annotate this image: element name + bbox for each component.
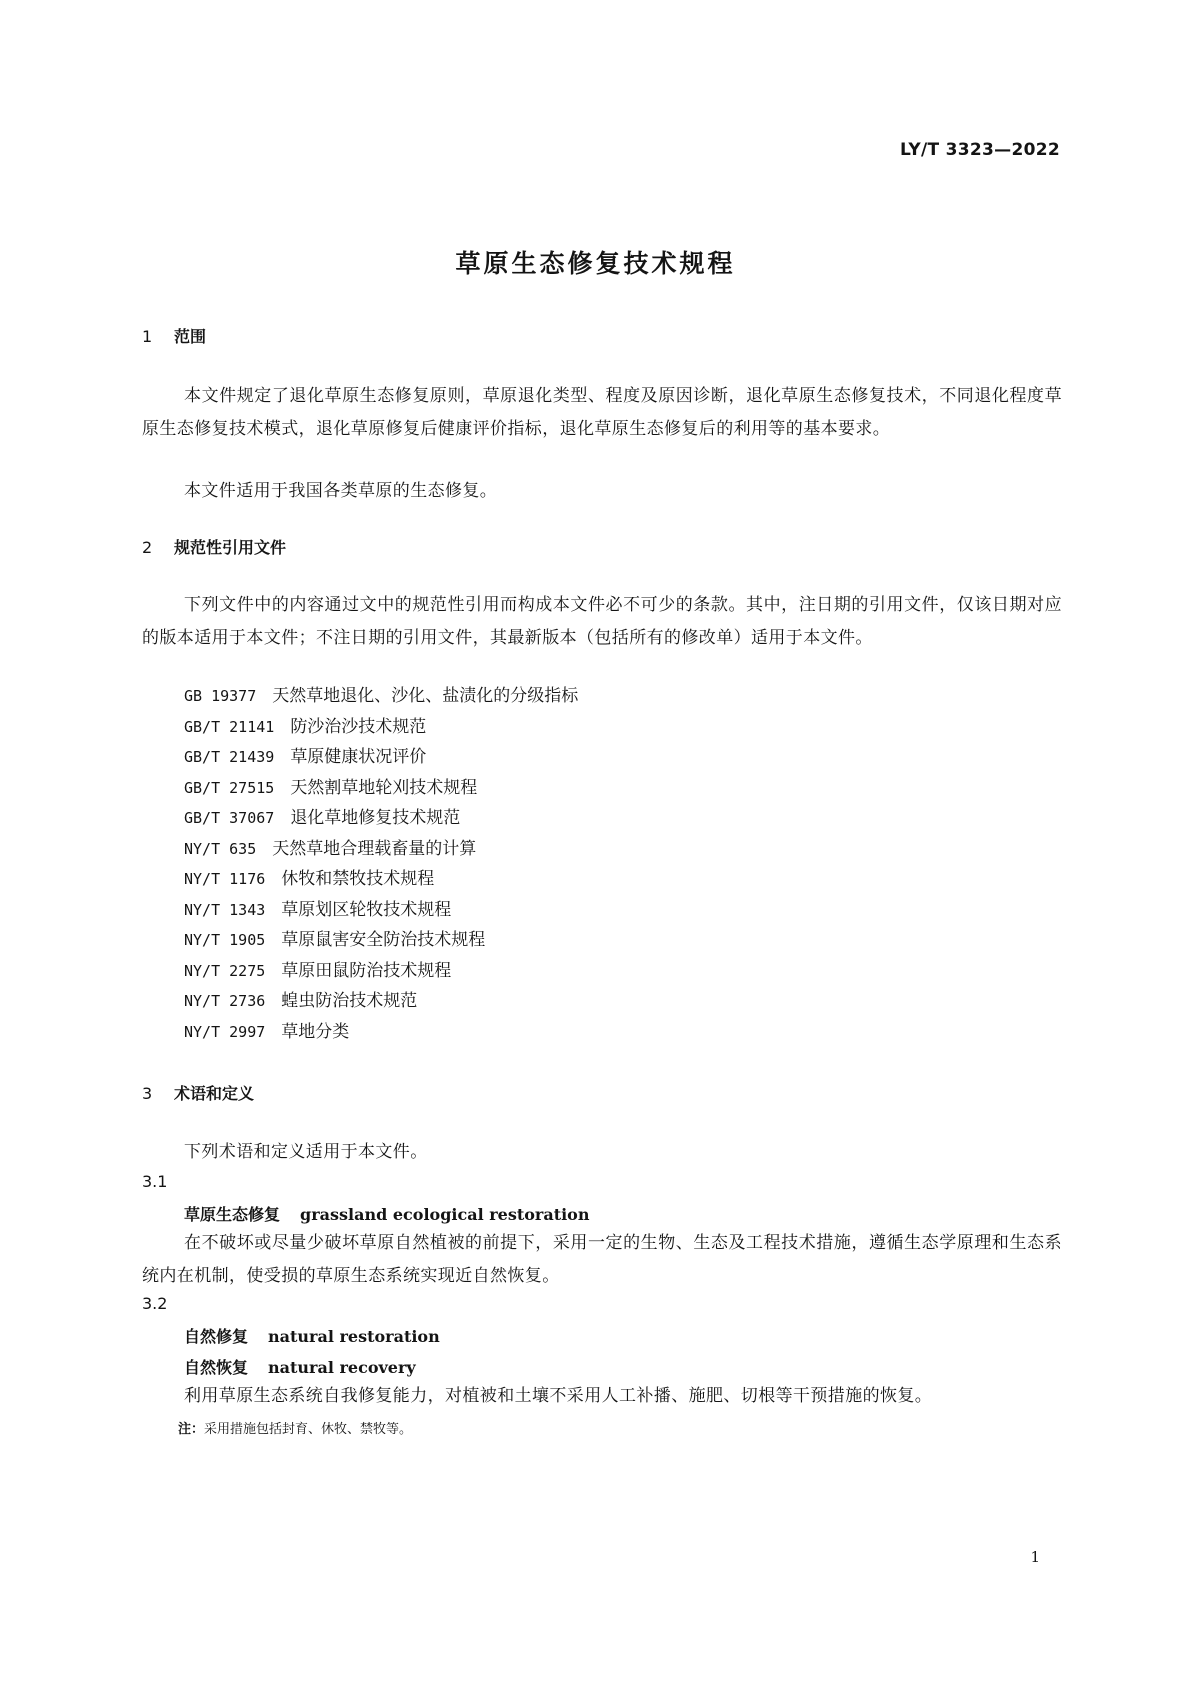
term-chinese: 自然修复 xyxy=(184,1327,249,1346)
reference-item xyxy=(184,1016,349,1049)
reference-name: 防沙治沙技术规范 xyxy=(290,717,427,737)
reference-item xyxy=(184,711,426,744)
reference-item xyxy=(184,680,578,713)
reference-code: GB 19377 xyxy=(184,687,257,705)
reference-item xyxy=(184,802,460,835)
reference-code: NY/T 2736 xyxy=(184,992,266,1010)
standard-number: LY/T 3323—2022 xyxy=(899,140,1060,160)
term-chinese: 草原生态修复 xyxy=(184,1205,281,1224)
term-3-2 xyxy=(184,1324,440,1347)
note-label: 注： xyxy=(178,1422,205,1437)
section-title: 范围 xyxy=(174,327,207,346)
clause-3-1-number: 3.1 xyxy=(142,1172,168,1191)
reference-code: NY/T 635 xyxy=(184,840,257,858)
reference-item xyxy=(184,985,417,1018)
reference-code: GB/T 37067 xyxy=(184,809,275,827)
reference-name: 天然割草地轮刈技术规程 xyxy=(290,778,478,798)
section-2-heading xyxy=(142,535,286,558)
reference-item xyxy=(184,863,434,896)
reference-code: GB/T 27515 xyxy=(184,779,275,797)
section-1-paragraph-2: 本文件适用于我国各类草原的生态修复。 xyxy=(184,481,498,501)
section-3-heading xyxy=(142,1081,254,1104)
reference-name: 草地分类 xyxy=(281,1022,350,1042)
reference-item xyxy=(184,833,476,866)
note-text: 采用措施包括封育、休牧、禁牧等。 xyxy=(204,1422,413,1437)
reference-name: 蝗虫防治技术规范 xyxy=(281,991,418,1011)
reference-code: NY/T 2997 xyxy=(184,1023,266,1041)
reference-name: 草原田鼠防治技术规程 xyxy=(281,961,452,981)
clause-3-2-number: 3.2 xyxy=(142,1294,168,1313)
term-3-2-synonym xyxy=(184,1355,416,1378)
document-title: 草原生态修复技术规程 xyxy=(455,249,736,278)
reference-item xyxy=(184,924,485,957)
section-2-paragraph-1: 下列文件中的内容通过文中的规范性引用而构成本文件必不可少的条款。其中，注日期的引用文件，仅该日期对应的版本适用于本文件；不注日期的引用文件，其最新版本（包括所有的修改单）适用于本文件。 xyxy=(142,595,1062,648)
reference-code: NY/T 1905 xyxy=(184,931,266,949)
term-chinese: 自然恢复 xyxy=(184,1358,249,1377)
reference-code: GB/T 21141 xyxy=(184,718,275,736)
term-english: natural recovery xyxy=(268,1358,416,1377)
term-english: grassland ecological restoration xyxy=(300,1205,590,1224)
page-number: 1 xyxy=(1030,1548,1040,1566)
reference-code: GB/T 21439 xyxy=(184,748,275,766)
term-3-1 xyxy=(184,1202,589,1225)
reference-name: 天然草地退化、沙化、盐渍化的分级指标 xyxy=(272,686,579,706)
section-1-paragraph-1: 本文件规定了退化草原生态修复原则，草原退化类型、程度及原因诊断，退化草原生态修复技术，不同退化程度草原生态修复技术模式，退化草原修复后健康评价指标，退化草原生态修复后的利用等的基本要求。 xyxy=(142,386,1062,439)
reference-item xyxy=(184,894,451,927)
term-english: natural restoration xyxy=(268,1327,440,1346)
reference-name: 天然草地合理载畜量的计算 xyxy=(272,839,477,859)
section-number: 3 xyxy=(142,1084,153,1103)
reference-name: 草原鼠害安全防治技术规程 xyxy=(281,930,486,950)
reference-name: 休牧和禁牧技术规程 xyxy=(281,869,435,889)
section-3-paragraph-1: 下列术语和定义适用于本文件。 xyxy=(184,1142,428,1162)
reference-code: NY/T 1176 xyxy=(184,870,266,888)
reference-name: 退化草地修复技术规范 xyxy=(290,808,461,828)
section-number: 2 xyxy=(142,538,153,557)
reference-code: NY/T 1343 xyxy=(184,901,266,919)
reference-name: 草原划区轮牧技术规程 xyxy=(281,900,452,920)
reference-item xyxy=(184,741,426,774)
reference-code: NY/T 2275 xyxy=(184,962,266,980)
reference-item xyxy=(184,955,451,988)
term-3-2-definition: 利用草原生态系统自我修复能力，对植被和土壤不采用人工补播、施肥、切根等干预措施的恢复。 xyxy=(184,1386,933,1406)
term-3-1-definition: 在不破坏或尽量少破坏草原自然植被的前提下，采用一定的生物、生态及工程技术措施，遵循生态学原理和生态系统内在机制，使受损的草原生态系统实现近自然恢复。 xyxy=(142,1233,1062,1286)
reference-name: 草原健康状况评价 xyxy=(290,747,427,767)
section-number: 1 xyxy=(142,327,153,346)
note xyxy=(178,1418,412,1437)
section-title: 规范性引用文件 xyxy=(174,538,287,557)
section-1-heading xyxy=(142,324,206,347)
section-title: 术语和定义 xyxy=(174,1084,255,1103)
reference-item xyxy=(184,772,477,805)
